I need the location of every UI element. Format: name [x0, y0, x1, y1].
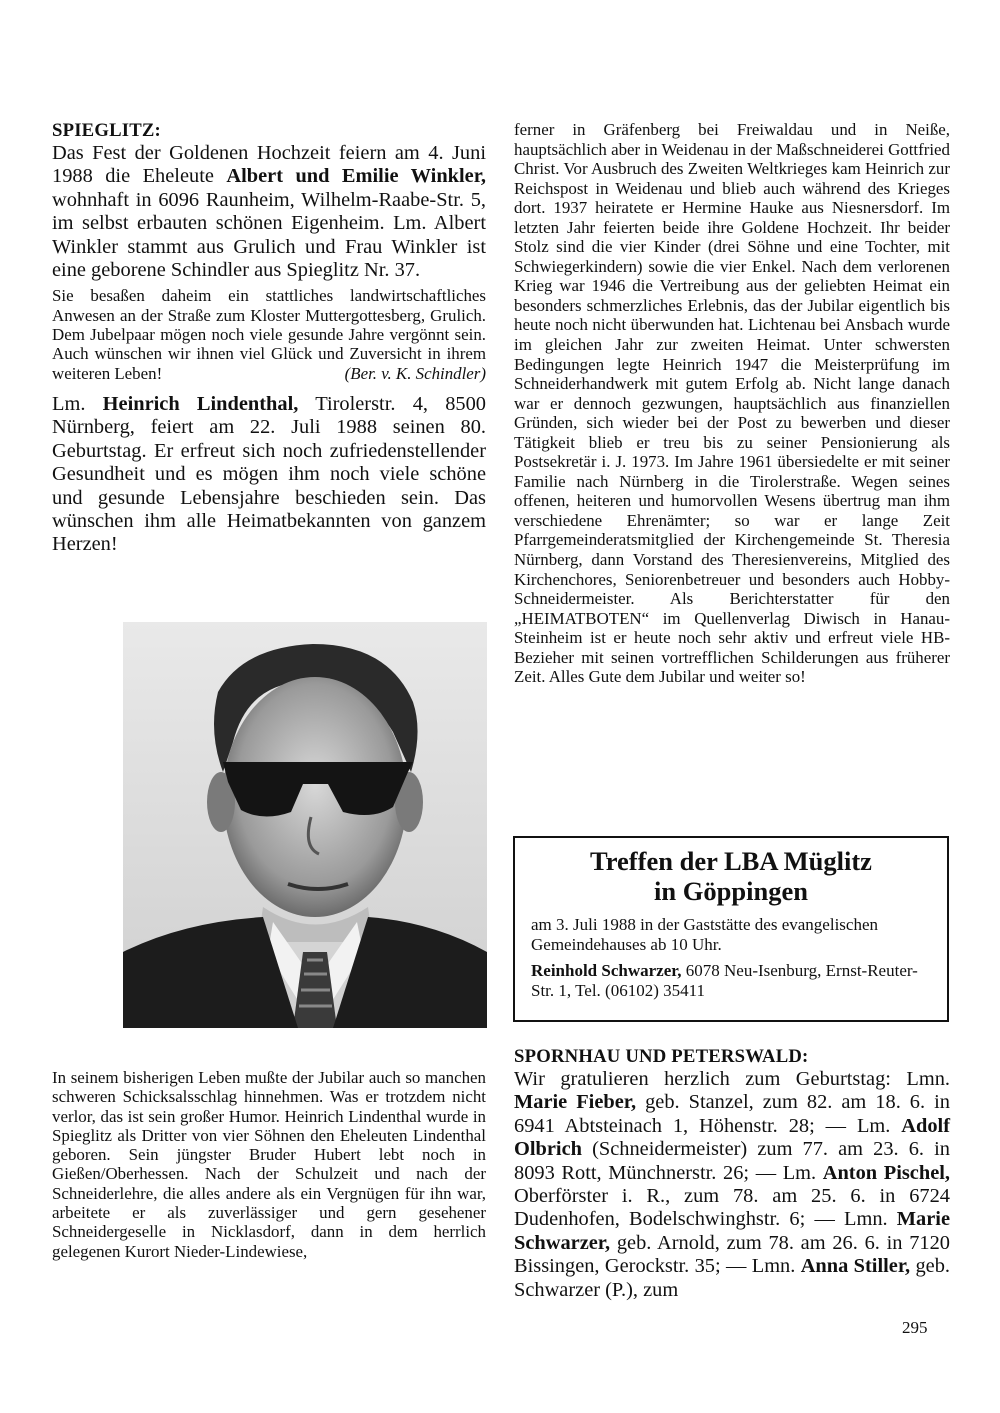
section-heading-spornhau: SPORNHAU UND PETERSWALD: — [514, 1046, 809, 1067]
section-heading-spieglitz: SPIEGLITZ: — [52, 120, 161, 141]
paragraph-winkler: Das Fest der Goldenen Hochzeit feiern am 4. Juni 1988 die Eheleute Albert und Emilie Winkler, wohnhaft in 6096 Raunheim, Wilhelm-Raabe-Str. 5, im selbst erbauten schönen Eigenheim. Lm. Albert Winkler stammt aus Grulich und Frau Winkler ist eine geborene Schindler aus Spieglitz Nr. 37. — [52, 142, 486, 282]
biography-text-right: ferner in Gräfenberg bei Freiwaldau und in Neiße, hauptsächlich aber in Weidenau in der Maßschneiderei Gottfried Christ. Vor Ausbruch des Zweiten Weltkrieges kam Heinrich zur Reichspost in Weidenau und blieb auch während des Krieges dort. 1937 heiratete er Hermine Hauke aus Niesnersdorf. Im letzten Jahr feierten beide ihre Goldene Hochzeit. Ihr beider Stolz sind die vier Kinder (drei Söhne und eine Tochter, mit Schwiegerkindern) sowie die vier Enkel. Nach dem verlorenen Krieg war 1946 die Vertreibung aus der geliebten Heimat ein besonders schmerzliches Erlebnis, das der Jubilar eigentlich bis heute noch nicht überwunden hat. Lichtenau bei Ansbach wurde im gleichen Jahr zur zweiten Heimat. Unter schwersten Bedingungen legte Heinrich 1947 die Meisterprüfung im Schneiderhandwerk mit gutem Erfolg ab. Nicht lange danach war er dennoch gezwungen, hauptsächlich aus finanziellen Gründen, sich wieder bei der Post zu bewerben und dieser Tätigkeit blieb er treu bis zu seiner Pensionierung als Postsekretär i. J. 1973. Im Jahre 1961 übersiedelte er mit seiner Familie nach Nürnberg in die Tirolerstraße. Wegen seines offenen, heiteren und humorvollen Wesens übertrug man ihm verschiedene Ehrenämter; so war er lange Zeit Pfarrgemeinderatsmitglied der Kirchengemeinde St. Theresia Nürnberg, dann Vorstand des Theresienvereins, Mitglied des Kirchenchores, Seniorenbetreuer und besonders auch Hobby-Schneidermeister. Als Berichterstatter für den „HEIMATBOTEN“ im Quellenverlag Diwisch in Hanau-Steinheim ist er heute noch sehr aktiv und erfreut viele HB-Bezieher mit seinen vortrefflichen Schilderungen aus früherer Zeit. Alles Gute dem Jubilar und weiter so! — [514, 120, 950, 687]
section-spornhau — [514, 1046, 950, 1302]
announcement-title: Treffen der LBA Müglitz in Göppingen — [590, 846, 872, 906]
paragraph-lindenthal: Lm. Heinrich Lindenthal, Tirolerstr. 4, 8500 Nürnberg, feiert am 22. Juli 1988 seinen 80. Geburtstag. Er erfreut sich noch zufriedenstellender Gesundheit und es mögen ihm noch viele schöne und gesunde Lebensjahre beschieden sein. Das wünschen ihm alle Heimatbekannten von ganzem Herzen! — [52, 392, 487, 556]
right-column — [514, 120, 950, 687]
biography-text-left: In seinem bisherigen Leben mußte der Jubilar auch so manchen schweren Schicksalsschlag hinnehmen. Was er trotzdem nicht verlor, das ist sein großer Humor. Heinrich Lindenthal wurde in Spieglitz als Dritter von vier Söhnen den Eheleuten Lindenthal geboren. Sein jüngster Bruder Hubert lebt noch in Gießen/Oberhessen. Nach der Schulzeit und nach der Schneiderlehre, die alles andere als ein Vergnügen für ihn war, arbeitete er als zuverlässiger und gern gesehener Schneidergeselle in Nicklasdorf, dann in dem herrlich gelegenen Kurort Nieder-Lindewiese, — [52, 1068, 486, 1261]
page-number: 295 — [902, 1318, 928, 1337]
name-winkler: Albert und Emilie Winkler, — [226, 165, 486, 188]
name-lindenthal: Heinrich Lindenthal, — [102, 392, 299, 415]
announcement-box — [513, 836, 949, 1022]
paragraph-anwesen: Sie besaßen daheim ein stattliches landwirtschaftliches Anwesen an der Straße zum Kloster Muttergottesberg, Grulich. Dem Jubelpaar mögen noch viele gesunde Jahre vergönnt sein. Auch wünschen wir ihnen viel Glück und Zuversicht in ihrem weiteren Leben! (Ber. v. K. Schindler) — [52, 286, 486, 383]
announcement-details: am 3. Juli 1988 in der Gaststätte des evangelischen Gemeindehauses ab 10 Uhr. — [531, 915, 878, 954]
portrait-photo — [123, 622, 487, 1028]
announcement-contact: Reinhold Schwarzer, 6078 Neu-Isenburg, Ernst-Reuter-Str. 1, Tel. (06102) 35411 — [531, 961, 918, 1000]
signature-schindler: (Ber. v. K. Schindler) — [344, 363, 486, 383]
left-column — [52, 120, 486, 557]
paragraph-birthdays: Wir gratulieren herzlich zum Geburtstag: Lmn. Marie Fieber, geb. Stanzel, zum 82. am 18. 6. in 6941 Abtsteinach 1, Höhenstr. 28; — Lm. Adolf Olbrich (Schneidermeister) zum 77. am 23. 6. in 8093 Rott, Münchnerstr. 26; — Lm. Anton Pischel, Oberförster i. R., zum 78. am 25. 6. in 6724 Dudenhofen, Bodelschwinghstr. 6; — Lmn. Marie Schwarzer, geb. Arnold, zum 78. am 26. 6. in 7120 Bissingen, Gerockstr. 35; — Lmn. Anna Stiller, geb. Schwarzer (P.), zum — [514, 1068, 951, 1301]
